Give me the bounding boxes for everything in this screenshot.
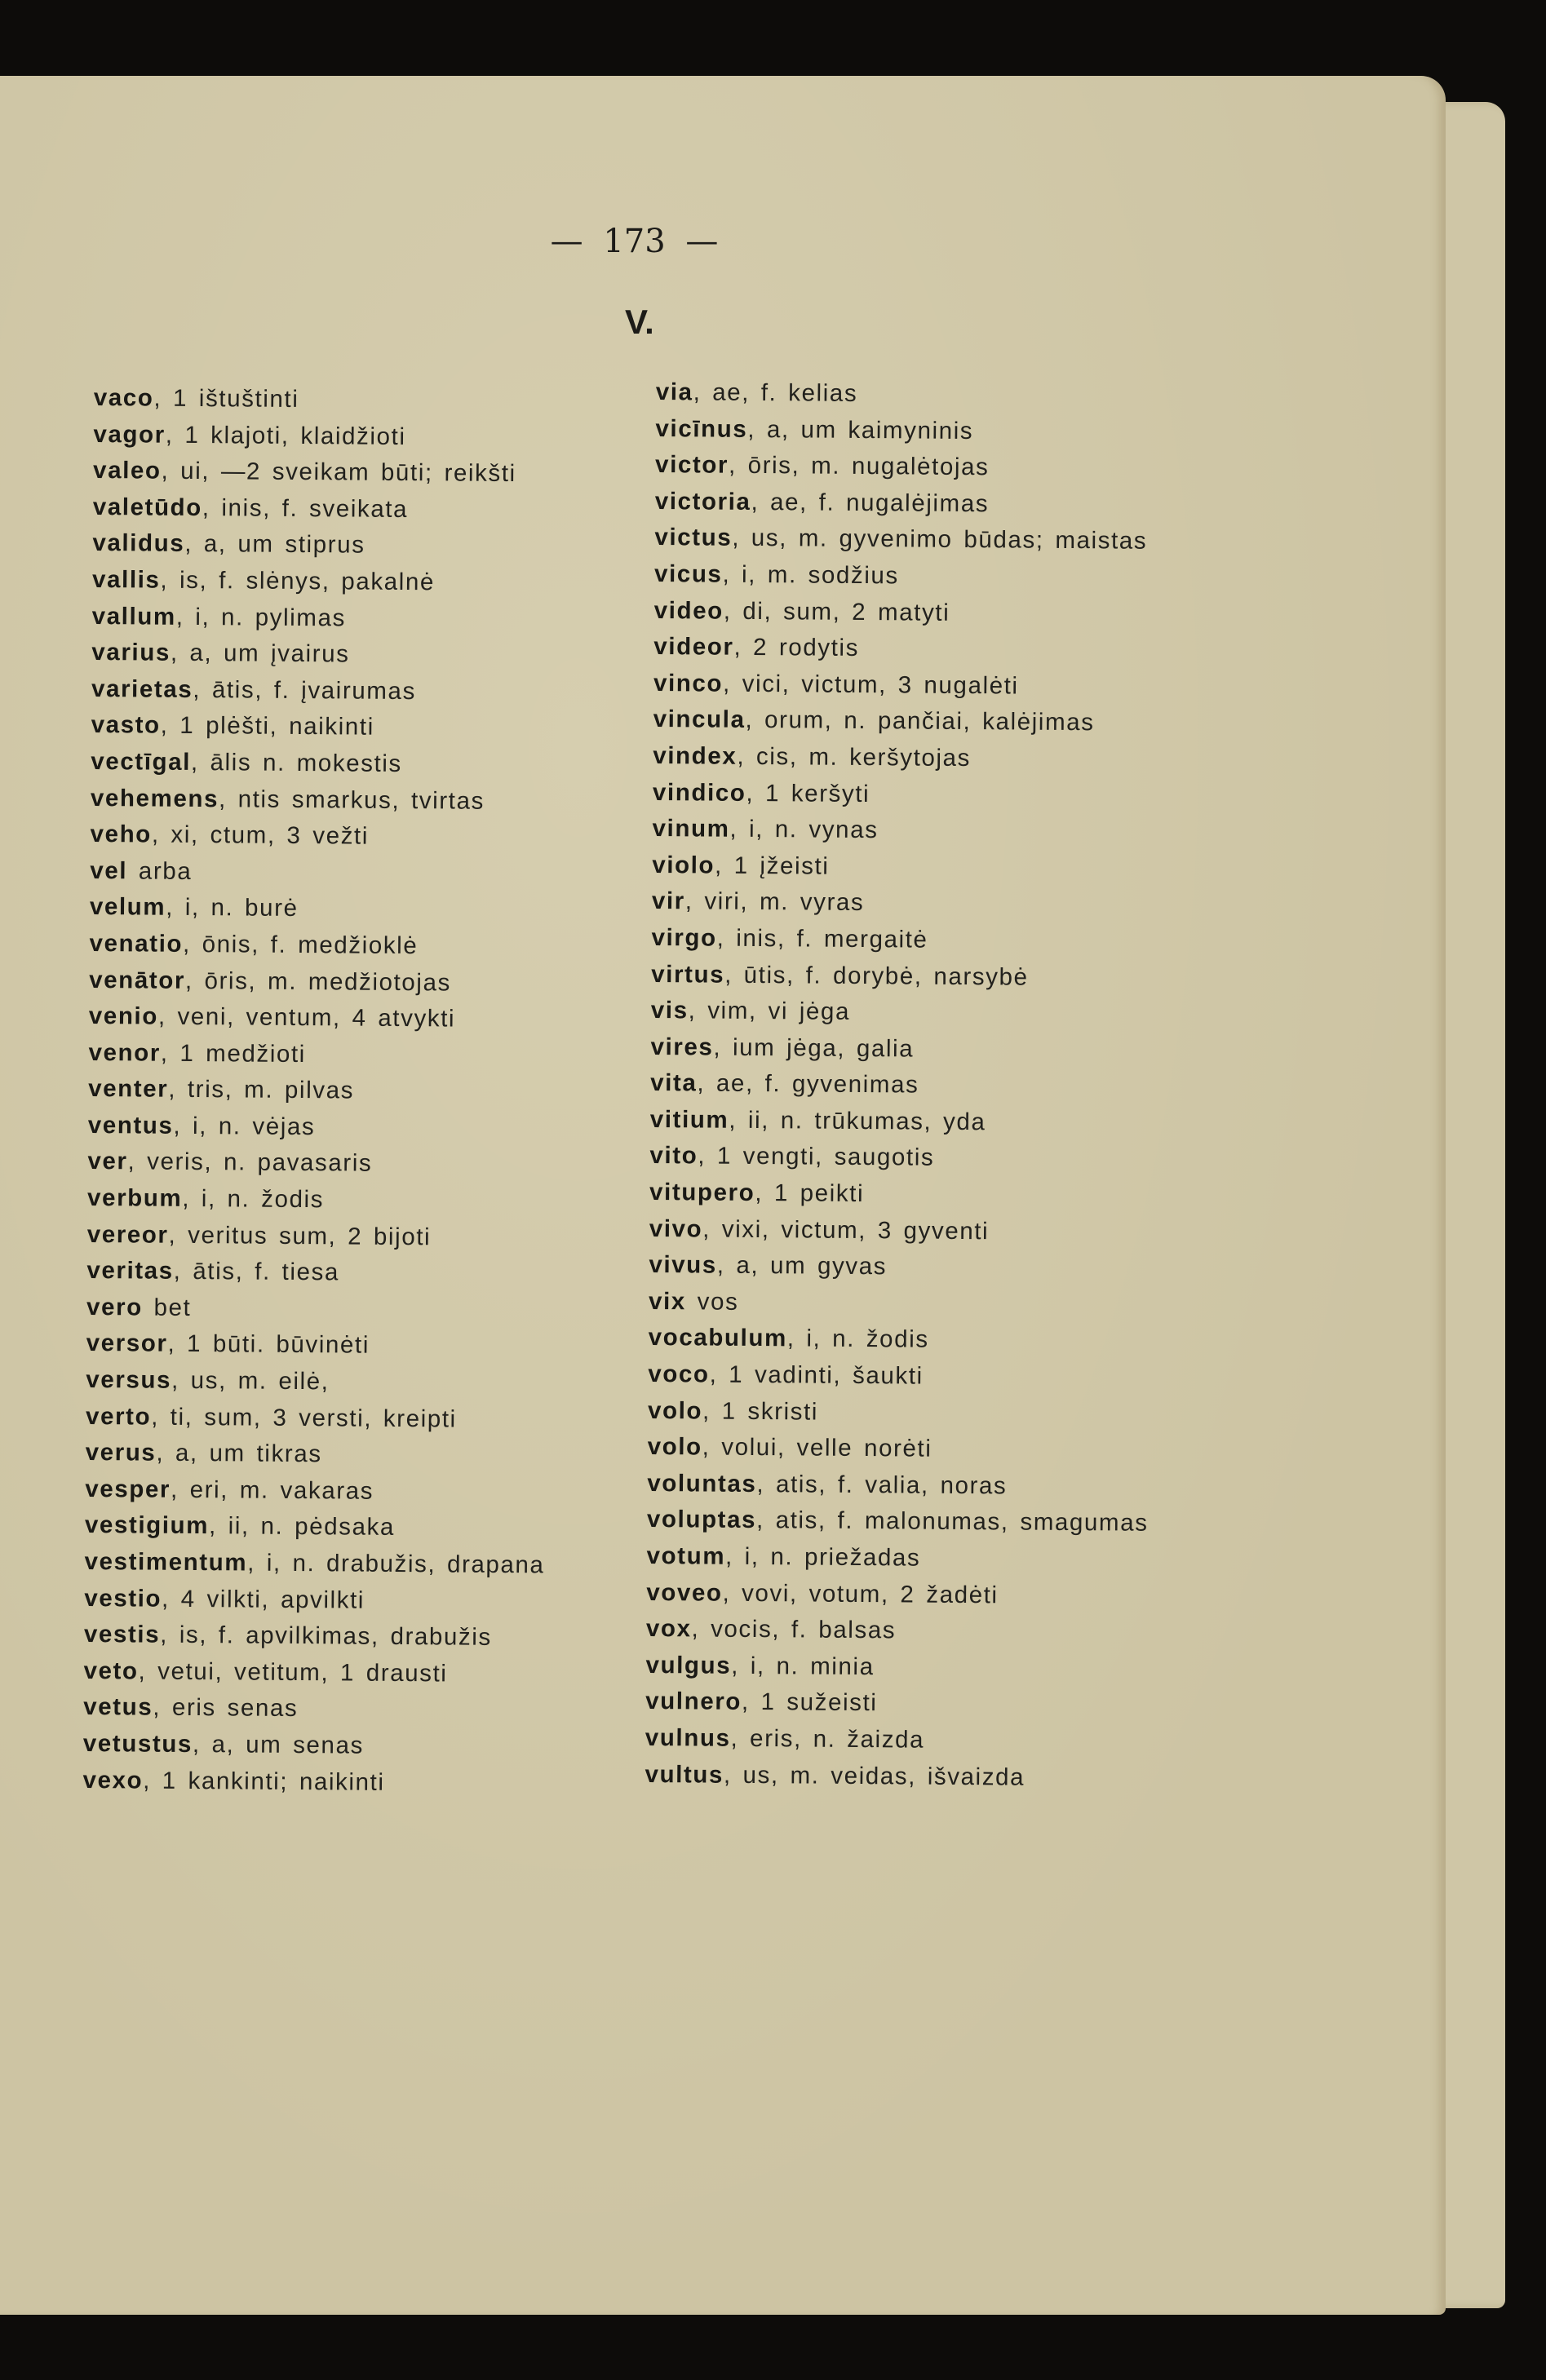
entry-headword: vindico — [652, 778, 746, 807]
entry-headword: venor — [88, 1038, 161, 1067]
entry-definition: , 1 peikti — [755, 1179, 865, 1208]
entry-definition: , ti, sum, 3 versti, kreipti — [151, 1403, 457, 1433]
dictionary-entry — [85, 1471, 545, 1511]
entry-headword: vestis — [83, 1621, 161, 1648]
entry-definition: , ūtis, f. dorybė, narsybė — [724, 961, 1029, 991]
dictionary-entry — [84, 1617, 544, 1657]
entry-headword: veho — [90, 821, 153, 848]
entry-headword: vinum — [652, 815, 730, 843]
entry-headword: violo — [652, 851, 715, 879]
dictionary-entry — [651, 920, 1153, 960]
entry-definition: , ātis, f. įvairumas — [193, 675, 417, 705]
dictionary-entry — [652, 811, 1154, 851]
entry-headword: vero — [86, 1293, 143, 1321]
dictionary-entry — [91, 671, 552, 711]
entry-definition: , xi, ctum, 3 vežti — [151, 821, 370, 850]
entry-headword: voveo — [646, 1578, 723, 1607]
entry-definition: , inis, f. sveikata — [202, 493, 409, 523]
entry-definition: , 1 būti. būvinėti — [167, 1330, 370, 1360]
entry-definition: , a, um senas — [192, 1730, 365, 1759]
dictionary-entry — [88, 1108, 548, 1148]
entry-definition: , a, um kaimyninis — [747, 415, 974, 445]
entry-headword: vocabulum — [648, 1324, 787, 1352]
entry-definition: , 1 vengti, saugotis — [698, 1142, 935, 1172]
dictionary-entry — [647, 1466, 1149, 1506]
entry-headword: voco — [648, 1360, 710, 1388]
entry-headword: vectīgal — [91, 747, 192, 776]
dictionary-entry — [650, 1102, 1152, 1142]
entry-headword: vallis — [91, 565, 161, 594]
entry-headword: vetus — [83, 1693, 153, 1721]
entry-definition: , ātis, f. tiesa — [173, 1258, 340, 1286]
dictionary-entry — [655, 411, 1157, 451]
dictionary-entry — [86, 1325, 547, 1365]
dictionary-entry — [653, 775, 1154, 815]
entry-definition: , 1 ištuštinti — [153, 384, 299, 413]
dictionary-page — [0, 76, 1446, 2315]
dictionary-entry — [83, 1689, 543, 1729]
dictionary-entry — [652, 847, 1154, 887]
entry-definition: , tris, m. pilvas — [168, 1076, 355, 1104]
entry-headword: vasto — [91, 711, 161, 739]
entry-headword: verus — [85, 1439, 157, 1466]
entry-definition: , 1 įžeisti — [714, 852, 830, 880]
entry-headword: voluntas — [647, 1469, 757, 1497]
entry-headword: videor — [653, 633, 734, 661]
dictionary-entry — [650, 1029, 1152, 1069]
entry-definition: , us, m. veidas, išvaizda — [723, 1761, 1025, 1791]
dictionary-entry — [645, 1683, 1147, 1723]
dictionary-entry — [650, 1065, 1152, 1105]
section-letter-heading: V. — [625, 303, 654, 341]
entry-headword: vestio — [84, 1584, 162, 1612]
dictionary-entry — [649, 1284, 1150, 1324]
entry-headword: vinco — [653, 669, 724, 697]
entry-headword: venter — [88, 1075, 169, 1104]
dictionary-entry — [646, 1611, 1148, 1651]
dictionary-entry — [645, 1757, 1146, 1797]
entry-headword: ver — [87, 1148, 128, 1175]
entry-headword: vaco — [93, 383, 154, 412]
entry-headword: versus — [86, 1365, 172, 1394]
entry-definition: , i, m. sodžius — [722, 560, 899, 590]
entry-definition: , vixi, victum, 3 gyventi — [702, 1215, 990, 1245]
entry-definition: , atis, f. valia, noras — [756, 1470, 1008, 1500]
dictionary-entry — [89, 998, 549, 1038]
entry-headword: versor — [86, 1329, 168, 1358]
dictionary-entry — [654, 556, 1156, 596]
entry-definition: , vim, vi jėga — [688, 997, 851, 1025]
entry-headword: verbum — [86, 1184, 183, 1212]
dictionary-entry — [83, 1653, 543, 1693]
entry-headword: vito — [649, 1142, 698, 1170]
dictionary-entry — [649, 1211, 1151, 1251]
entry-definition: , ōris, m. nugalėtojas — [728, 451, 990, 481]
entry-definition: , ae, f. kelias — [693, 378, 858, 407]
dictionary-entry — [91, 707, 551, 747]
entry-headword: vestigium — [84, 1511, 210, 1540]
entry-definition: , i, n. pylimas — [175, 603, 347, 631]
entry-headword: vulnus — [645, 1723, 731, 1752]
dictionary-entry — [92, 562, 552, 602]
dictionary-entry — [653, 738, 1154, 778]
dictionary-entry — [649, 1320, 1150, 1360]
entry-definition: vos — [685, 1288, 739, 1316]
entry-definition: , 1 sužeisti — [741, 1688, 878, 1717]
page-number: — 173 — — [550, 223, 719, 260]
entry-definition: , a, um tikras — [156, 1439, 322, 1468]
entry-headword: vox — [645, 1615, 692, 1643]
dictionary-entry — [656, 374, 1158, 414]
dictionary-entry — [90, 889, 550, 929]
dictionary-entry — [87, 1144, 547, 1183]
dictionary-entry — [88, 1035, 548, 1075]
entry-definition: , vici, victum, 3 nugalėti — [722, 670, 1019, 700]
dictionary-entry — [82, 1763, 543, 1803]
dictionary-entry — [92, 525, 552, 565]
dictionary-entry — [85, 1507, 545, 1547]
entry-headword: vexo — [82, 1766, 144, 1794]
dictionary-entry — [93, 453, 553, 493]
dictionary-entry — [651, 956, 1153, 996]
entry-headword: venio — [88, 1002, 159, 1030]
entry-definition: , i, n. vėjas — [173, 1112, 316, 1141]
entry-headword: vitium — [649, 1105, 729, 1134]
dictionary-entry — [90, 816, 550, 856]
entry-headword: verto — [85, 1402, 152, 1431]
entry-definition: , 1 keršyti — [746, 779, 870, 807]
entry-definition: , i, n. vynas — [729, 815, 879, 844]
entry-definition: , i, n. drabužis, drapana — [247, 1549, 545, 1579]
entry-headword: virgo — [651, 923, 717, 952]
entry-definition: , i, n. burė — [166, 894, 299, 922]
entry-headword: valeo — [93, 457, 162, 484]
dictionary-entry — [654, 593, 1156, 633]
entry-headword: victor — [655, 451, 729, 479]
entry-definition: , 4 vilkti, apvilkti — [162, 1585, 365, 1614]
entry-headword: vesper — [85, 1475, 171, 1503]
entry-definition: , ii, n. pėdsaka — [208, 1512, 396, 1542]
dictionary-entry — [645, 1648, 1147, 1688]
dictionary-entry — [87, 1180, 547, 1220]
dictionary-entry — [653, 701, 1154, 741]
entry-definition: arba — [126, 857, 193, 885]
entry-headword: votum — [646, 1542, 726, 1570]
entry-headword: validus — [92, 529, 185, 558]
entry-headword: velum — [89, 893, 166, 922]
entry-definition: , orum, n. pančiai, kalėjimas — [745, 706, 1095, 737]
dictionary-entry — [649, 1175, 1151, 1214]
dictionary-entry — [646, 1575, 1148, 1615]
entry-definition: , vovi, votum, 2 žadėti — [722, 1579, 999, 1608]
entry-definition: , di, sum, 2 matyti — [723, 597, 950, 626]
entry-definition: , 1 vadinti, šaukti — [709, 1360, 924, 1390]
entry-headword: valetūdo — [92, 493, 203, 521]
entry-definition: , eri, m. vakaras — [170, 1475, 374, 1505]
entry-definition: , ium jėga, galia — [713, 1033, 915, 1063]
dictionary-entry — [86, 1290, 547, 1329]
entry-headword: volo — [647, 1396, 703, 1425]
dictionary-entry — [84, 1581, 544, 1621]
dictionary-entry — [648, 1393, 1150, 1433]
entry-definition: , ōnis, f. medžioklė — [182, 930, 419, 960]
entry-headword: vis — [650, 997, 689, 1024]
entry-headword: volo — [647, 1433, 702, 1461]
dictionary-entry — [654, 520, 1156, 560]
entry-definition: , ae, f. gyvenimas — [697, 1069, 919, 1099]
entry-definition: , a, um gyvas — [716, 1251, 888, 1281]
dictionary-entry — [648, 1356, 1150, 1396]
entry-definition: , ntis smarkus, tvirtas — [218, 785, 485, 815]
entry-definition: , is, f. apvilkimas, drabužis — [160, 1621, 492, 1652]
entry-headword: vultus — [645, 1760, 724, 1789]
dictionary-entry — [86, 1362, 546, 1402]
entry-headword: vix — [648, 1287, 687, 1316]
entry-headword: vulnero — [645, 1688, 742, 1716]
entry-headword: vicus — [653, 560, 723, 588]
entry-headword: vivus — [649, 1251, 717, 1279]
entry-headword: via — [655, 378, 693, 406]
dictionary-entry — [90, 853, 550, 893]
entry-definition: , i, n. priežadas — [724, 1542, 921, 1572]
entry-headword: vel — [90, 856, 128, 885]
entry-definition: , us, m. gyvenimo būdas; maistas — [732, 524, 1148, 555]
entry-headword: vagor — [93, 420, 166, 449]
entry-headword: varius — [91, 639, 171, 666]
entry-headword: vereor — [86, 1220, 169, 1249]
entry-definition: , i, n. žodis — [786, 1325, 929, 1354]
entry-definition: , vetui, vetitum, 1 drausti — [138, 1657, 448, 1688]
entry-definition: , is, f. slėnys, pakalnė — [160, 566, 436, 596]
entry-headword: veto — [83, 1657, 139, 1685]
entry-definition: , us, m. eilė, — [171, 1366, 330, 1396]
entry-definition: , 2 rodytis — [733, 633, 860, 662]
entry-definition: , i, n. žodis — [182, 1184, 325, 1214]
entry-definition: , a, um stiprus — [184, 530, 365, 559]
entry-definition: , inis, f. mergaitė — [716, 924, 928, 953]
entry-definition: , a, um įvairus — [170, 639, 350, 668]
entry-headword: venatio — [89, 929, 184, 958]
entry-headword: vita — [650, 1069, 698, 1097]
dictionary-entry — [91, 744, 551, 784]
dictionary-entry — [93, 417, 553, 457]
entry-definition: , atis, f. malonumas, smagumas — [755, 1506, 1149, 1537]
entry-headword: victoria — [654, 487, 751, 515]
entry-headword: vehemens — [90, 784, 219, 812]
entry-headword: vicīnus — [655, 414, 748, 443]
entry-definition: , viri, m. vyras — [684, 887, 865, 917]
entry-headword: vallum — [91, 602, 176, 630]
entry-headword: virtus — [651, 960, 725, 989]
dictionary-entry — [92, 599, 552, 639]
entry-definition: , veritus sum, 2 bijoti — [168, 1221, 432, 1250]
dictionary-entry — [93, 489, 553, 529]
dictionary-entry — [652, 883, 1154, 923]
dictionary-entry — [94, 380, 554, 420]
dictionary-entry — [651, 993, 1153, 1033]
entry-definition: , 1 kankinti; naikinti — [143, 1767, 385, 1796]
entry-definition: , 1 klajoti, klaidžioti — [165, 421, 406, 450]
entry-definition: , 1 medžioti — [160, 1039, 307, 1068]
entry-headword: ventus — [87, 1111, 174, 1139]
entry-definition: , ii, n. trūkumas, yda — [729, 1106, 986, 1136]
entry-definition: , ōris, m. medžiotojas — [184, 967, 452, 996]
entry-headword: vestimentum — [84, 1547, 248, 1577]
entry-headword: vincula — [653, 706, 746, 734]
entry-headword: veritas — [86, 1257, 174, 1285]
dictionary-entry — [85, 1435, 545, 1475]
entry-headword: vir — [651, 887, 685, 915]
dictionary-entry — [655, 447, 1157, 487]
dictionary-entry — [645, 1720, 1147, 1760]
entry-definition: , ālis n. mokestis — [190, 748, 402, 777]
dictionary-entry — [646, 1538, 1148, 1578]
entry-headword: venātor — [89, 966, 186, 994]
dictionary-entry — [86, 1253, 547, 1293]
dictionary-entry — [88, 1071, 548, 1111]
entry-headword: vires — [650, 1033, 714, 1061]
dictionary-entry — [83, 1726, 543, 1766]
dictionary-entry — [647, 1429, 1149, 1469]
dictionary-entry — [89, 926, 549, 966]
dictionary-entry — [86, 1399, 546, 1439]
entry-definition: , vocis, f. balsas — [691, 1615, 897, 1644]
entry-definition: , veris, n. pavasaris — [127, 1148, 373, 1178]
entry-definition: , cis, m. keršytojas — [737, 742, 972, 772]
dictionary-entry — [91, 781, 551, 821]
entry-definition: , volui, velle norėti — [702, 1433, 932, 1462]
entry-definition: , ae, f. nugalėjimas — [751, 488, 990, 517]
dictionary-entry — [647, 1502, 1149, 1542]
entry-headword: vetustus — [82, 1729, 193, 1758]
entry-definition: bet — [142, 1294, 192, 1321]
entry-definition: , i, n. minia — [731, 1652, 875, 1680]
entry-headword: vivo — [649, 1214, 703, 1243]
entry-headword: vindex — [653, 741, 738, 770]
entry-headword: voluptas — [646, 1506, 757, 1534]
entry-headword: varietas — [91, 675, 193, 703]
entry-definition: , 1 skristi — [702, 1397, 819, 1426]
dictionary-entry — [653, 629, 1155, 669]
entry-definition: , eris, n. žaizda — [730, 1724, 925, 1754]
dictionary-entry — [649, 1138, 1151, 1178]
dictionary-entry — [84, 1544, 544, 1584]
right-column — [645, 374, 1157, 1797]
entry-headword: vitupero — [649, 1179, 755, 1207]
entry-headword: video — [653, 596, 724, 625]
dictionary-entry — [649, 1247, 1150, 1287]
left-column — [82, 380, 554, 1803]
entry-definition: , eris senas — [153, 1693, 299, 1723]
dictionary-entry — [87, 1217, 547, 1257]
dictionary-entry — [653, 666, 1155, 706]
entry-headword: victus — [654, 524, 733, 552]
dictionary-entry — [91, 635, 552, 675]
dictionary-entry — [655, 484, 1157, 524]
entry-headword: vulgus — [645, 1651, 732, 1679]
entry-definition: , 1 plėšti, naikinti — [160, 711, 374, 741]
dictionary-entry — [89, 962, 549, 1002]
entry-definition: , veni, ventum, 4 atvykti — [157, 1002, 456, 1033]
entry-definition: , ui, —2 sveikam būti; reikšti — [161, 457, 516, 488]
